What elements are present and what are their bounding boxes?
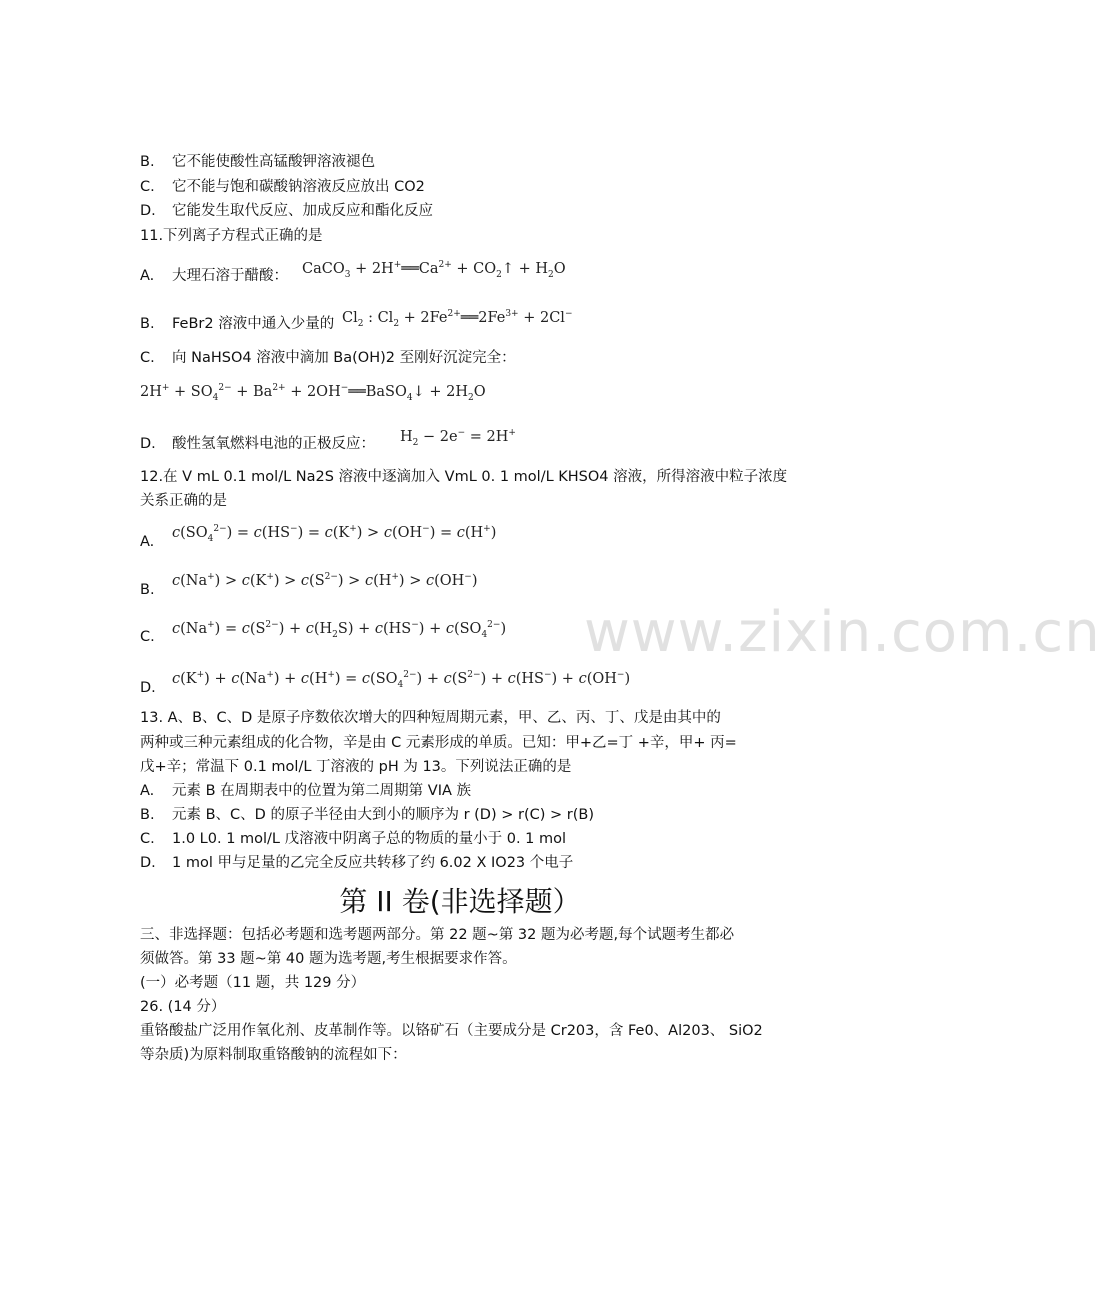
q11-d-equation: $H_2 - 2e^- = 2H^+$: [400, 428, 516, 448]
q12-b-equation: $c(Na^+) > c(K^+) > c(S^{2-}) > c(H^+) > c(OH^-)$: [172, 572, 478, 589]
q11-b-equation: $Cl_2$ : $Cl_2$ + $2Fe^{2+}══2Fe^{3+} + 2Cl^-$: [342, 309, 573, 329]
watermark: www.zixin.com.cn: [584, 600, 1101, 665]
q11-option-d: D. 酸性氢氧燃料电池的正极反应：: [140, 436, 375, 452]
q13-line1: 13. A、B、C、D 是原子序数依次增大的四种短周期元素，甲、乙、丙、丁、戊是由其中的: [140, 710, 721, 726]
q12-stem-line1: 12.在 V mL 0.1 mol/L Na2S 溶液中逐滴加入 VmL 0. 1 mol/L KHSO4 溶液，所得溶液中粒子浓度: [140, 469, 788, 485]
q13-line3: 戊+辛；常温下 0.1 mol/L 丁溶液的 pH 为 13。下列说法正确的是: [140, 759, 572, 775]
q26-intro-line1: 重铬酸盐广泛用作氧化剂、皮革制作等。以铬矿石（主要成分是 Cr203，含 Fe0、Al203、 SiO2: [140, 1023, 763, 1039]
section3-line1: 三、非选择题：包括必考题和选考题两部分。第 22 题~第 32 题为必考题,每个试题考生都必: [140, 927, 735, 943]
q12-option-c: C.: [140, 629, 155, 645]
q10-option-d: D. 它能发生取代反应、加成反应和酯化反应: [140, 203, 433, 219]
q13-option-b: B. 元素 B、C、D 的原子半径由大到小的顺序为 r (D) > r(C) > r(B): [140, 807, 594, 823]
q13-option-a: A. 元素 B 在周期表中的位置为第二周期第 VIA 族: [140, 783, 471, 799]
q13-option-c: C. 1.0 L0. 1 mol/L 戊溶液中阴离子总的物质的量小于 0. 1 mol: [140, 831, 567, 847]
q11-a-equation: CaCO$_3$ + $2H^+══Ca^{2+}$ + $CO_2↑ + H_2O$: [302, 260, 566, 280]
section-2-title: 第 II 卷(非选择题）: [339, 885, 581, 918]
q13-option-d: D. 1 mol 甲与足量的乙完全反应共转移了约 6.02 X IO23 个电子: [140, 855, 574, 871]
q12-c-equation: $c(Na^+) = c(S^{2-}) + c(H_2S) + c(HS^-) + c(SO_4^{2-})$: [172, 620, 507, 640]
q12-option-d: D.: [140, 680, 156, 696]
q12-option-a: A.: [140, 534, 155, 550]
section3-line3: (一）必考题（11 题，共 129 分）: [140, 975, 366, 991]
q11-option-a: A. 大理石溶于醋酸：: [140, 268, 288, 284]
q10-option-c: C. 它不能与饱和碳酸钠溶液反应放出 CO2: [140, 179, 425, 195]
q10-option-b: B. 它不能使酸性高锰酸钾溶液褪色: [140, 154, 375, 170]
q11-option-b: B. FeBr2 溶液中通入少量的: [140, 316, 335, 332]
q11-c-equation: $2H^+ + SO_4^{2-} + Ba^{2+}$ + 2OH−══BaSO$_4$↓ + $2H_2O$: [140, 383, 486, 403]
q12-option-b: B.: [140, 582, 155, 598]
q11-option-c: C. 向 NaHSO4 溶液中滴加 Ba(OH)2 至刚好沉淀完全：: [140, 350, 516, 366]
question-26-header: 26. (14 分）: [140, 999, 226, 1015]
q11-stem: 11.下列离子方程式正确的是: [140, 228, 323, 244]
q12-a-equation: $c(SO_4^{2-}) = c(HS^-) = c(K^+) > c(OH^-) = c(H^+)$: [172, 524, 497, 544]
q12-stem-line2: 关系正确的是: [140, 493, 227, 509]
q13-line2: 两种或三种元素组成的化合物，辛是由 C 元素形成的单质。已知：甲+乙=丁 +辛，甲+ 丙=: [140, 735, 737, 751]
section3-line2: 须做答。第 33 题~第 40 题为选考题,考生根据要求作答。: [140, 951, 517, 967]
q12-d-equation: $c(K^+) + c(Na^+) + c(H^+) = c(SO_4^{2-}) + c(S^{2-}) + c(HS^-) + c(OH^-)$: [172, 670, 631, 690]
q26-intro-line2: 等杂质)为原料制取重铬酸钠的流程如下：: [140, 1047, 407, 1063]
